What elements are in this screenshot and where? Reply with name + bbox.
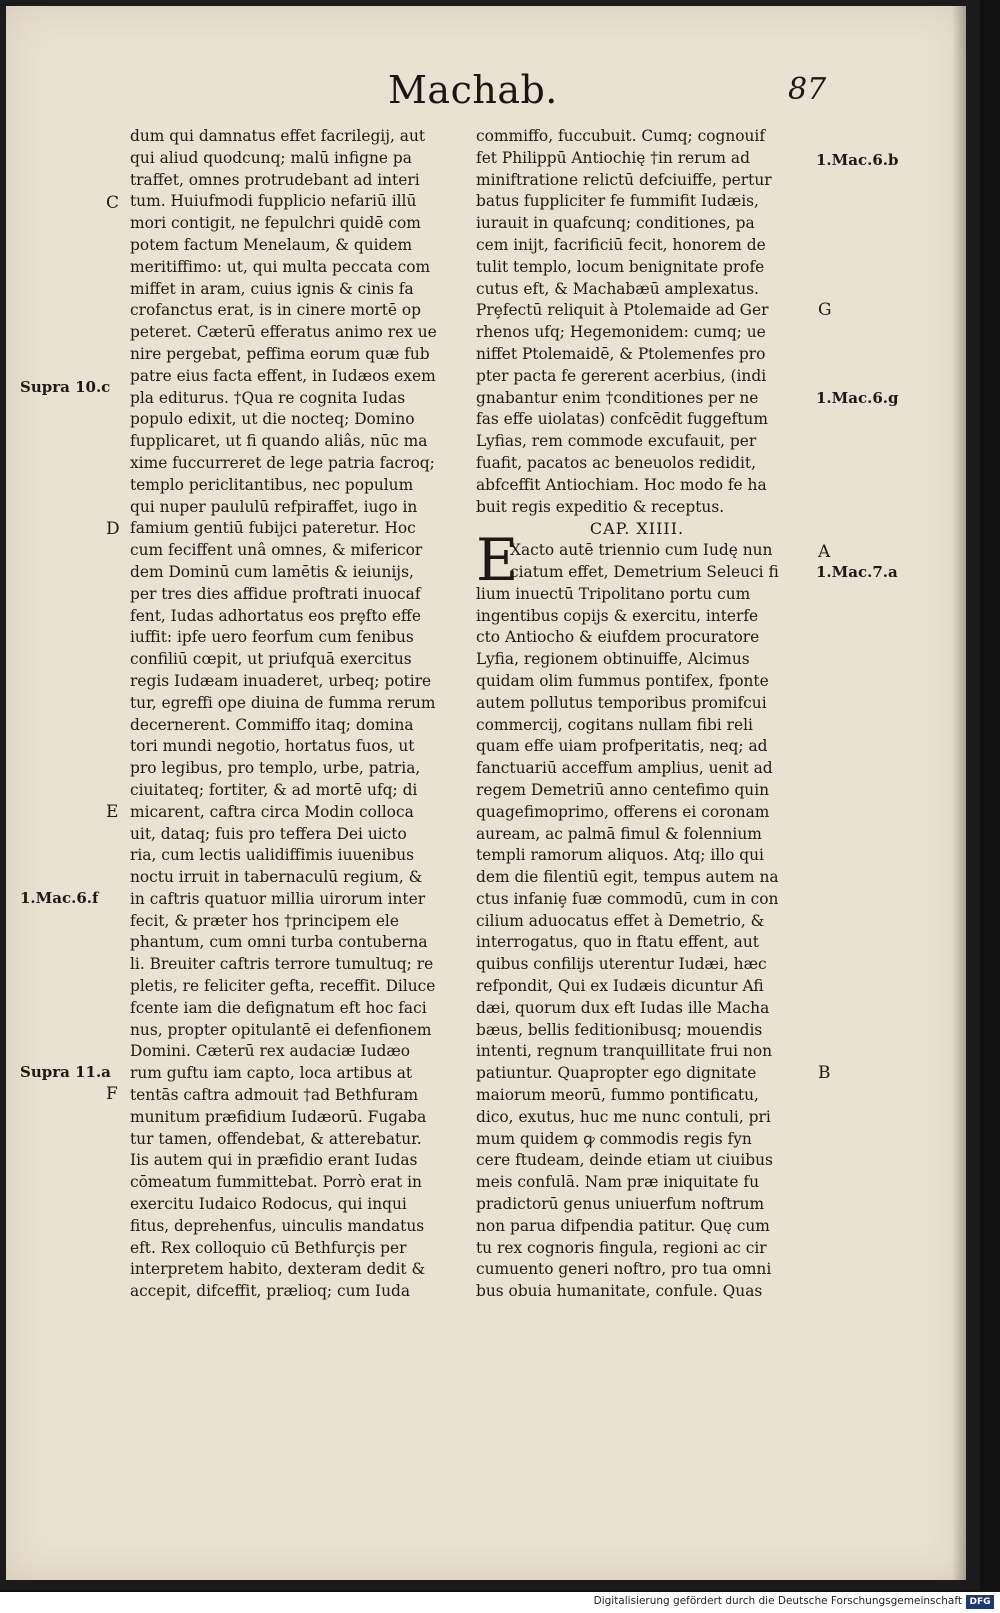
margin-section-letter: B — [818, 1063, 831, 1083]
text-line: cilium aduocatus effet à Demetrio, & — [476, 911, 765, 930]
text-line: pro legibus, pro templo, urbe, patria, — [130, 759, 421, 778]
text-line: fanctuariū acceffum amplius, uenit ad — [476, 759, 773, 778]
margin-note-right: 1.Mac.6.g — [816, 389, 899, 407]
text-line: mori contigit, ne fepulchri quidē com — [130, 214, 421, 233]
text-line: fet Philippū Antiochię †in rerum ad — [476, 148, 750, 167]
text-line: dum qui damnatus effet facrilegij, aut — [130, 127, 426, 145]
text-line: Domini. Cæterū rex audaciæ Iudæo — [130, 1042, 411, 1061]
funding-credit: Digitalisierung gefördert durch die Deutsche Forschungsgemeinschaft — [593, 1595, 962, 1607]
text-line: iuffit: ipfe uero feorfum cum fenibus — [130, 628, 414, 647]
text-line: fcente iam die defignatum eft hoc faci — [130, 998, 427, 1017]
text-line: fent, Iudas adhortatus eos prȩfto effe — [130, 606, 421, 625]
text-line: Xacto autē triennio cum Iudę nun — [510, 541, 773, 560]
margin-note-left: 1.Mac.6.f — [20, 889, 99, 907]
text-line: gnabantur enim †conditiones per ne — [476, 388, 759, 407]
text-line: lium inuectū Tripolitano portu cum — [476, 584, 751, 603]
text-line: eft. Rex colloquio cū Bethfurçis per — [130, 1238, 407, 1257]
text-line: cumuento generi noftro, pro tua omni — [476, 1260, 772, 1279]
text-line: cōmeatum fummittebat. Porrò erat in — [130, 1173, 422, 1192]
running-title: Machab. — [388, 68, 558, 112]
text-line: pla editurus. †Qua re cognita Iudas — [130, 388, 406, 407]
text-line: peteret. Cæterū efferatus animo rex ue — [130, 323, 437, 342]
text-line: cem inijt, facrificiū fecit, honorem de — [476, 235, 766, 254]
text-line: iurauit in quafcunq; conditiones, pa — [476, 214, 755, 233]
text-line: nire pergebat, peffima eorum quæ fub — [130, 344, 430, 363]
text-line: quidam olim fummus pontifex, fponte — [476, 671, 769, 690]
text-line: pter pacta fe gererent acerbius, (indi — [476, 366, 767, 385]
text-line: autem pollutus temporibus promifcui — [476, 693, 767, 712]
text-line: fupplicaret, ut fi quando aliâs, nūc ma — [130, 432, 428, 451]
text-line: qui nuper paululū refpiraffet, iugo in — [130, 497, 418, 516]
text-line: ctus infaniȩ fuæ commodū, cum in con — [476, 889, 779, 908]
text-line: pletis, re feliciter gefta, receffit. Diluce — [130, 977, 436, 996]
text-line: tu rex cognoris fingula, regioni ac cir — [476, 1238, 767, 1257]
text-line: tum. Huiufmodi fupplicio nefariū illū — [130, 192, 417, 211]
margin-section-letter: D — [106, 519, 120, 539]
margin-note-right: 1.Mac.7.a — [816, 563, 898, 581]
text-line: rhenos ufq; Hegemonidem: cumq; ue — [476, 323, 766, 342]
text-line: commiffo, fuccubuit. Cumq; cognouif — [476, 127, 766, 145]
dfg-logo: DFG — [966, 1595, 994, 1609]
text-line: meis confulā. Nam præ iniquitate fu — [476, 1173, 759, 1192]
text-line: dem die filentiū egit, tempus autem na — [476, 868, 779, 887]
text-line: tur, egreffi ope diuina de fumma rerum — [130, 693, 436, 712]
right-text-column — [476, 126, 798, 1303]
text-line: dem Dominū cum lamētis & ieiunijs, — [130, 562, 414, 581]
text-line: dæi, quorum dux eft Iudas ille Macha — [476, 998, 770, 1017]
text-line: per tres dies affidue proftrati inuocaf — [130, 584, 421, 603]
text-line: tentās caftra admouit †ad Bethfuram — [130, 1086, 419, 1105]
text-line: qui aliud quodcunq; malū infigne pa — [130, 148, 412, 167]
footer-band — [0, 1592, 1000, 1613]
text-line: tori mundi negotio, hortatus fuos, ut — [130, 737, 415, 756]
text-line: regem Demetriū anno centefimo quin — [476, 780, 770, 799]
text-line: famium gentiū fubijci pateretur. Hoc — [130, 519, 416, 538]
text-line: commercij, cogitans nullam fibi reli — [476, 715, 753, 734]
book-page — [6, 6, 966, 1580]
text-line: ingentibus copijs & exercitu, interfe — [476, 606, 759, 625]
text-line: uit, dataq; fuis pro tefferа Dei uicto — [130, 824, 407, 843]
text-line: buit regis expeditio & receptus. — [476, 497, 725, 516]
text-line: maiorum meorū, fummo pontificatu, — [476, 1086, 759, 1105]
text-line: regis Iudæam inuaderet, urbeq; potire — [130, 671, 432, 690]
chapter-heading: CAP. XIIII. — [589, 519, 685, 539]
text-line: interpretem habito, dexteram dedit & — [130, 1260, 426, 1279]
text-line: bus obuia humanitate, confule. Quas — [476, 1282, 763, 1301]
text-line: quibus confilijs uterentur Iudæi, hæc — [476, 955, 767, 974]
text-line: accepit, difceffit, prælioq; cum Iuda — [130, 1282, 411, 1301]
text-line: templo periclitantibus, nec populum — [130, 475, 414, 494]
page-number: 87 — [788, 72, 827, 107]
text-line: Prȩfectū reliquit à Ptolemaide ad Ger — [476, 301, 769, 320]
text-line: fas effe uiolatas) confcēdit fuggeftum — [476, 410, 768, 429]
left-text-column — [130, 126, 466, 1303]
text-line: patiuntur. Quapropter ego dignitate — [476, 1064, 757, 1083]
text-line: cere ftudeam, deinde etiam ut ciuibus — [476, 1151, 773, 1170]
text-line: tur tamen, offendebat, & atterebatur. — [130, 1129, 422, 1148]
text-line: ria, cum lectis ualidiffimis iuuenibus — [130, 846, 415, 865]
text-line: ciatum effet, Demetrium Seleuci fi — [510, 562, 779, 581]
text-line: munitum præfidium Iudæorū. Fugaba — [130, 1107, 427, 1126]
text-line: xime fuccurreret de lege patria facroq; — [130, 453, 435, 472]
text-line: interrogatus, quo in ftatu effent, aut — [476, 933, 759, 952]
page-edge-shadow — [952, 6, 966, 1580]
text-line: cutus eft, & Machabæū amplexatus. — [476, 279, 759, 298]
page-header — [6, 68, 966, 118]
margin-section-letter: E — [106, 802, 119, 822]
margin-note-right: 1.Mac.6.b — [816, 151, 899, 169]
text-line: Lyfia, regionem obtinuiffe, Alcimus — [476, 650, 750, 669]
text-line: bæus, bellis feditionibusq; mouendis — [476, 1020, 763, 1039]
text-line: rum guftu iam capto, loca artibus at — [130, 1064, 413, 1083]
text-line: populo edixit, ut die nocteq; Domino — [130, 410, 415, 429]
text-line: templi ramorum aliquos. Atq; illo qui — [476, 846, 764, 865]
text-line: decernerent. Commiffo itaq; domina — [130, 715, 414, 734]
text-line: abfceffit Antiochiam. Hoc modo fe ha — [476, 475, 767, 494]
text-line: in caftris quatuor millia uirorum inter — [130, 889, 426, 908]
text-line: tulit templo, locum benignitate profe — [476, 257, 765, 276]
text-line: cto Antiocho & eiufdem procuratore — [476, 628, 760, 647]
text-line: miffet in aram, cuius ignis & cinis fa — [130, 279, 414, 298]
text-line: cum feciffent unâ omnes, & mifericor — [130, 541, 423, 560]
margin-section-letter: G — [818, 300, 832, 320]
text-line: exercitu Iudaico Rodocus, qui inqui — [130, 1195, 407, 1214]
text-line: dico, exutus, huc me nunc contuli, pri — [476, 1107, 771, 1126]
text-line: quagefimoprimo, offerens ei coronam — [476, 802, 770, 821]
text-line: miniftratione relictū defciuiffe, pertur — [476, 170, 772, 189]
text-line: pradictorū genus uniuerfum noftrum — [476, 1195, 765, 1214]
text-line: fitus, deprehenfus, uinculis mandatus — [130, 1216, 425, 1235]
text-line: patre eius facta effent, in Iudæos exem — [130, 366, 436, 385]
drop-cap: E — [476, 526, 519, 594]
margin-section-letter: C — [106, 193, 120, 213]
margin-section-letter: A — [818, 542, 831, 562]
text-line: Iis autem qui in præfidio erant Iudas — [130, 1151, 418, 1170]
text-line: potem factum Menelaum, & quidem — [130, 235, 413, 254]
text-line: fecit, & præter hos †principem ele — [130, 911, 399, 930]
text-line: non parua difpendia patitur. Quę cum — [476, 1216, 770, 1235]
text-line: batus fuppliciter fe fummifit Iudæis, — [476, 192, 759, 211]
margin-note-left: Supra 10.c — [20, 378, 111, 396]
text-line: auream, ac palmā fimul & folennium — [476, 824, 762, 843]
text-line: confiliū cœpit, ut priufquā exercitus — [130, 650, 412, 669]
text-line: li. Breuiter caftris terrore tumultuq; re — [130, 955, 434, 974]
margin-note-left: Supra 11.a — [20, 1063, 111, 1081]
text-line: intenti, regnum tranquillitate frui non — [476, 1042, 773, 1061]
text-line: niffet Ptolemaidē, & Ptolemenfes pro — [476, 344, 766, 363]
text-line: meritiffimo: ut, qui multa peccata com — [130, 257, 431, 276]
text-line: quam effe uiam profperitatis, neq; ad — [476, 737, 768, 756]
text-line: refpondit, Qui ex Iudæis dicuntur Afi — [476, 977, 764, 996]
text-line: micarent, caftra circa Modin colloca — [130, 802, 414, 821]
text-line: mum quidem ꝙ commodis regis fyn — [476, 1129, 752, 1148]
text-line: phantum, cum omni turba contuberna — [130, 933, 428, 952]
text-line: fuafit, pacatos ac beneuolos redidit, — [476, 453, 756, 472]
text-line: traffet, omnes protrudebant ad interi — [130, 170, 420, 189]
text-line: nus, propter opitulantē ei defenfionem — [130, 1020, 432, 1039]
text-line: noctu irruit in tabernaculū regium, & — [130, 868, 423, 887]
text-line: ciuitateq; fortiter, & ad mortē ufq; di — [130, 780, 418, 799]
text-line: crofanctus erat, is in cinere mortē op — [130, 301, 422, 320]
text-line: Lyfias, rem commode excufauit, per — [476, 432, 757, 451]
margin-section-letter: F — [106, 1084, 118, 1104]
